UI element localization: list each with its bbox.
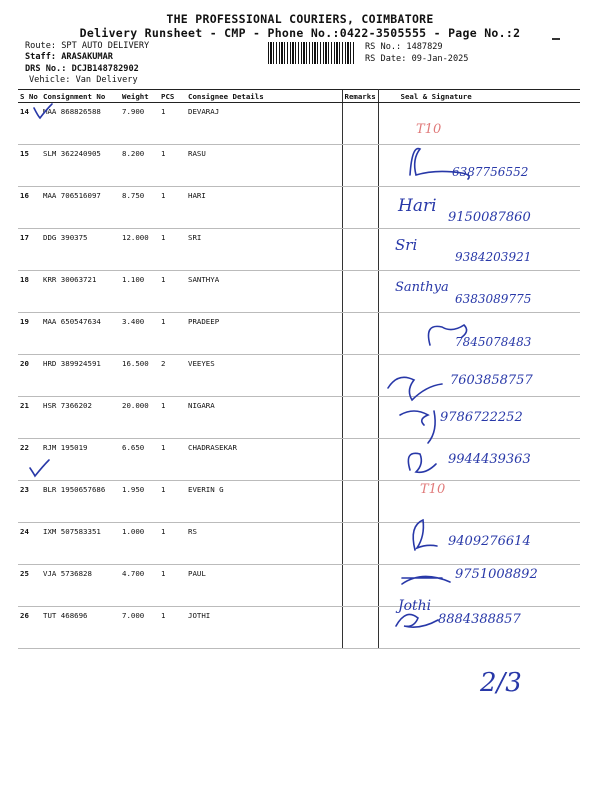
- weight-cell: 8.750: [120, 187, 159, 229]
- pcs-cell: 1: [159, 481, 186, 523]
- consignee-cell: EVERIN G: [186, 481, 342, 523]
- serial-number-cell: 21: [18, 397, 41, 439]
- serial-number-cell: 18: [18, 271, 41, 313]
- serial-number-cell: 16: [18, 187, 41, 229]
- serial-number-cell: 22: [18, 439, 41, 481]
- phone-handwritten: 6387756552: [452, 165, 529, 179]
- consignment-number-cell: BLR 1950657686: [41, 481, 120, 523]
- company-title: THE PROFESSIONAL COURIERS, COIMBATORE: [166, 12, 434, 26]
- serial-number-cell: 20: [18, 355, 41, 397]
- consignment-number-cell: MAA 868826588: [41, 103, 120, 145]
- route-text: Route: SPT AUTO DELIVERY: [25, 41, 150, 51]
- phone-handwritten: 9751008892: [455, 567, 538, 582]
- pcs-cell: 1: [159, 607, 186, 649]
- name-handwritten: Santhya: [395, 280, 449, 295]
- remarks-cell: [342, 229, 378, 271]
- consignment-number-cell: SLM 362240905: [41, 145, 120, 187]
- table-header: [18, 90, 580, 103]
- pcs-cell: 1: [159, 397, 186, 439]
- consignee-cell: PAUL: [186, 565, 342, 607]
- signature-cell: [378, 103, 580, 145]
- consignment-number-cell: MAA 706516097: [41, 187, 120, 229]
- remarks-cell: [342, 187, 378, 229]
- phone-handwritten: 7603858757: [450, 373, 533, 388]
- consignee-cell: PRADEEP: [186, 313, 342, 355]
- stamp-mark: T10: [420, 482, 446, 497]
- col-sno: S No: [18, 90, 41, 103]
- weight-cell: 7.000: [120, 607, 159, 649]
- corner-mark: [552, 38, 560, 40]
- consignment-number-cell: KRR 30063721: [41, 271, 120, 313]
- pcs-cell: 1: [159, 439, 186, 481]
- serial-number-cell: 15: [18, 145, 41, 187]
- consignee-cell: VEEYES: [186, 355, 342, 397]
- pcs-cell: 1: [159, 313, 186, 355]
- remarks-cell: [342, 439, 378, 481]
- rs-date: RS Date: 09-Jan-2025: [365, 54, 469, 64]
- serial-number-cell: 25: [18, 565, 41, 607]
- phone-handwritten: 8884388857: [438, 612, 521, 627]
- serial-number-cell: 23: [18, 481, 41, 523]
- rs-number: RS No.: 1487829: [365, 42, 443, 52]
- consignee-cell: RS: [186, 523, 342, 565]
- table-row: [18, 481, 580, 523]
- col-weight: Weight: [120, 90, 159, 103]
- phone-handwritten: 9384203921: [455, 250, 532, 264]
- col-consignment: Consignment No: [41, 90, 120, 103]
- staff-text: Staff: ARASAKUMAR: [25, 52, 113, 62]
- weight-cell: 12.000: [120, 229, 159, 271]
- remarks-cell: [342, 565, 378, 607]
- phone-handwritten: 9409276614: [448, 534, 531, 549]
- consignment-number-cell: RJM 195019: [41, 439, 120, 481]
- stamp-mark: T10: [416, 122, 442, 137]
- remarks-cell: [342, 103, 378, 145]
- name-handwritten: Sri: [395, 236, 418, 254]
- weight-cell: 3.400: [120, 313, 159, 355]
- remarks-cell: [342, 607, 378, 649]
- col-signature: Seal & Signature: [378, 90, 580, 103]
- consignee-cell: HARI: [186, 187, 342, 229]
- phone-handwritten: 7845078483: [455, 335, 532, 349]
- remarks-cell: [342, 355, 378, 397]
- weight-cell: 4.700: [120, 565, 159, 607]
- consignment-number-cell: HRD 389924591: [41, 355, 120, 397]
- consignment-number-cell: IXM 507583351: [41, 523, 120, 565]
- col-consignee: Consignee Details: [186, 90, 342, 103]
- consignment-number-cell: MAA 650547634: [41, 313, 120, 355]
- weight-cell: 7.900: [120, 103, 159, 145]
- consignment-number-cell: HSR 7366202: [41, 397, 120, 439]
- weight-cell: 8.200: [120, 145, 159, 187]
- remarks-cell: [342, 523, 378, 565]
- consignee-cell: NIGARA: [186, 397, 342, 439]
- consignee-cell: SANTHYA: [186, 271, 342, 313]
- table-row: [18, 103, 580, 145]
- pcs-cell: 1: [159, 103, 186, 145]
- weight-cell: 6.650: [120, 439, 159, 481]
- serial-number-cell: 19: [18, 313, 41, 355]
- consignment-number-cell: TUT 468696: [41, 607, 120, 649]
- weight-cell: 1.000: [120, 523, 159, 565]
- phone-handwritten: 9786722252: [440, 410, 523, 425]
- pcs-cell: 1: [159, 271, 186, 313]
- phone-handwritten: 9150087860: [448, 210, 531, 225]
- serial-number-cell: 24: [18, 523, 41, 565]
- pcs-cell: 2: [159, 355, 186, 397]
- pcs-cell: 1: [159, 187, 186, 229]
- remarks-cell: [342, 271, 378, 313]
- pcs-cell: 1: [159, 523, 186, 565]
- col-remarks: Remarks: [342, 90, 378, 103]
- consignee-cell: DEVARAJ: [186, 103, 342, 145]
- consignee-cell: SRI: [186, 229, 342, 271]
- remarks-cell: [342, 145, 378, 187]
- consignment-number-cell: VJA 5736828: [41, 565, 120, 607]
- serial-number-cell: 26: [18, 607, 41, 649]
- serial-number-cell: 14: [18, 103, 41, 145]
- col-pcs: PCS: [159, 90, 186, 103]
- remarks-cell: [342, 313, 378, 355]
- consignee-cell: JOTHI: [186, 607, 342, 649]
- consignee-cell: RASU: [186, 145, 342, 187]
- consignment-number-cell: DDG 390375: [41, 229, 120, 271]
- page-count-mark: 2/3: [480, 668, 522, 698]
- vehicle-text: Vehicle: Van Delivery: [29, 75, 138, 85]
- serial-number-cell: 17: [18, 229, 41, 271]
- name-handwritten: Jothi: [398, 598, 432, 614]
- pcs-cell: 1: [159, 229, 186, 271]
- phone-handwritten: 6383089775: [455, 292, 532, 306]
- signature-cell: [378, 481, 580, 523]
- phone-handwritten: 9944439363: [448, 452, 531, 467]
- weight-cell: 20.000: [120, 397, 159, 439]
- drs-number: DRS No.: DCJB148782902: [25, 64, 139, 74]
- pcs-cell: 1: [159, 565, 186, 607]
- remarks-cell: [342, 481, 378, 523]
- weight-cell: 16.500: [120, 355, 159, 397]
- barcode: [268, 42, 354, 64]
- remarks-cell: [342, 397, 378, 439]
- pcs-cell: 1: [159, 145, 186, 187]
- weight-cell: 1.100: [120, 271, 159, 313]
- consignee-cell: CHADRASEKAR: [186, 439, 342, 481]
- name-handwritten: Hari: [398, 196, 437, 216]
- runsheet-subtitle: Delivery Runsheet - CMP - Phone No.:0422-3505555 - Page No.:2: [79, 26, 521, 40]
- weight-cell: 1.950: [120, 481, 159, 523]
